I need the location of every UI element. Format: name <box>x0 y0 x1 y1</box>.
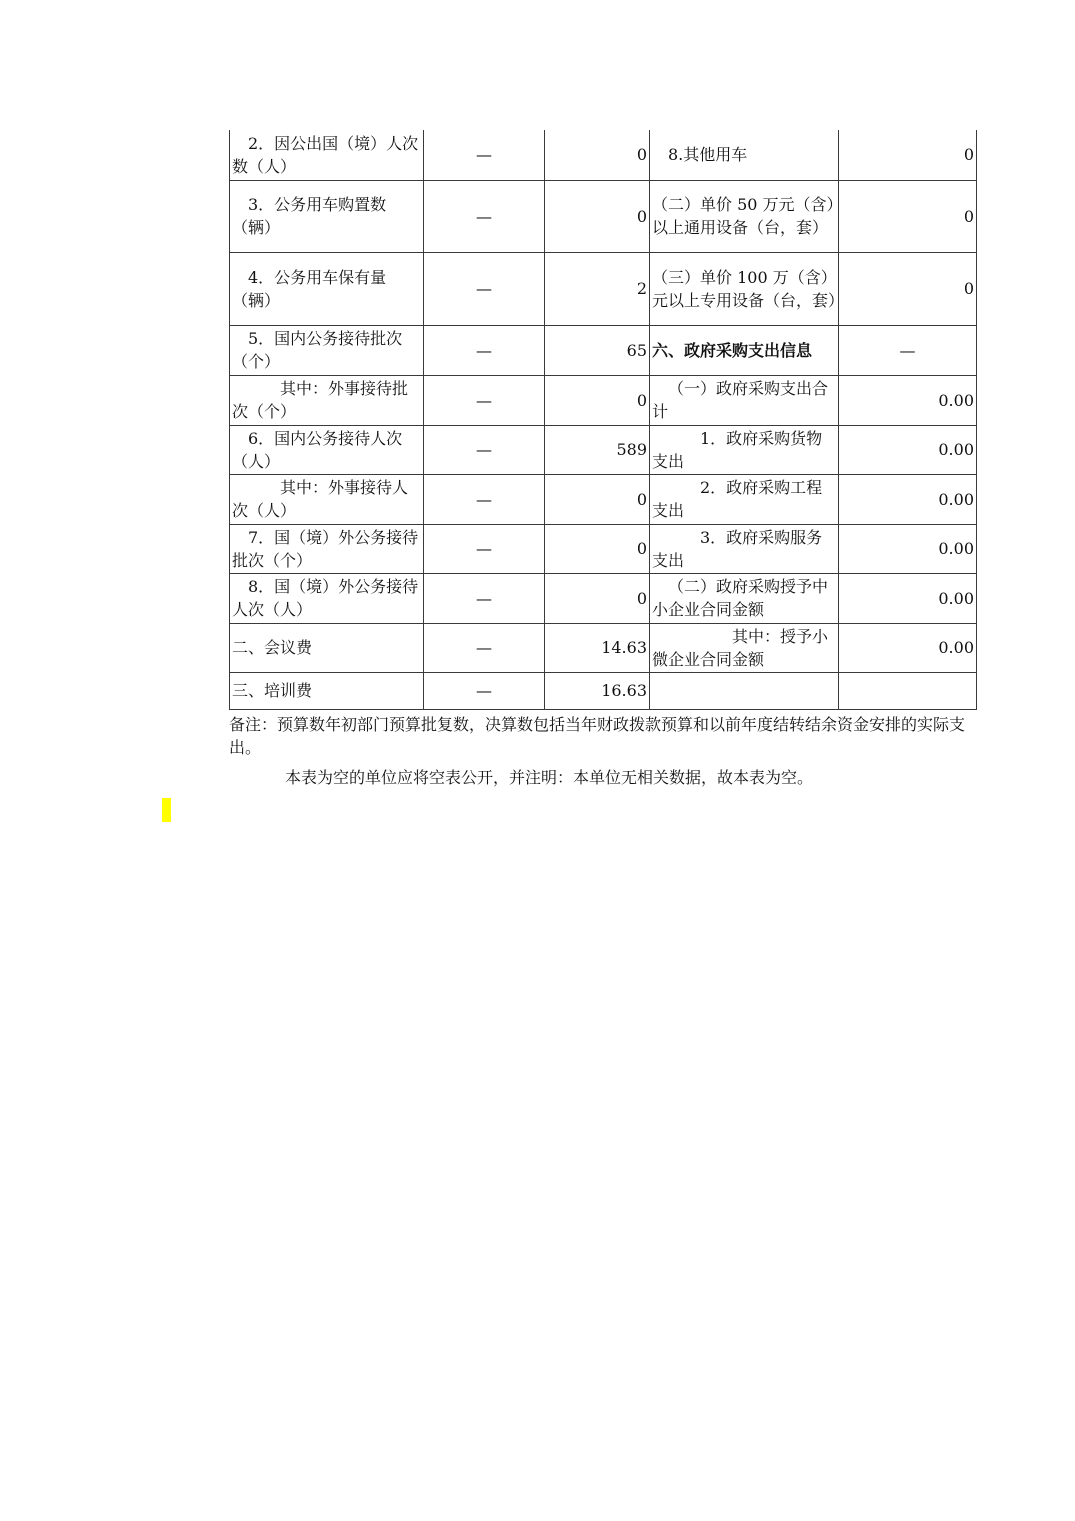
table-row <box>230 623 977 672</box>
right-value-cell: 0.00 <box>839 623 977 672</box>
left-budget-cell: — <box>424 425 545 474</box>
left-final-cell: 0 <box>545 375 650 425</box>
right-value-cell: 0.00 <box>839 524 977 573</box>
table-row <box>230 672 977 709</box>
left-label-cell: 8．国（境）外公务接待人次（人） <box>230 573 424 623</box>
right-value-cell: — <box>839 325 977 375</box>
right-value-cell: 0 <box>839 252 977 325</box>
left-label-cell: 6．国内公务接待人次（人） <box>230 425 424 474</box>
table-row <box>230 524 977 573</box>
table-row <box>230 474 977 524</box>
right-label-cell: 3．政府采购服务支出 <box>650 524 839 573</box>
left-budget-cell: — <box>424 375 545 425</box>
left-label-cell: 3．公务用车购置数（辆） <box>230 180 424 252</box>
right-label-cell: （三）单价 100 万（含）元以上专用设备（台，套） <box>650 252 839 325</box>
left-budget-cell: — <box>424 130 545 180</box>
left-label-cell: 二、会议费 <box>230 623 424 672</box>
right-label-cell: （二）单价 50 万元（含）以上通用设备（台，套） <box>650 180 839 252</box>
left-budget-cell: — <box>424 623 545 672</box>
left-label-cell: 其中：外事接待人次（人） <box>230 474 424 524</box>
left-budget-cell: — <box>424 573 545 623</box>
empty-table-statement: 本表为空的单位应将空表公开，并注明：本单位无相关数据，故本表为空。 <box>285 768 814 787</box>
table-row <box>230 252 977 325</box>
left-label-cell: 5．国内公务接待批次（个） <box>230 325 424 375</box>
right-value-cell: 0 <box>839 180 977 252</box>
left-final-cell: 0 <box>545 180 650 252</box>
left-budget-cell: — <box>424 672 545 709</box>
right-value-cell: 0.00 <box>839 425 977 474</box>
remark-note: 备注：预算数年初部门预算批复数，决算数包括当年财政拨款预算和以前年度结转结余资金安排的实际支出。 <box>229 715 966 757</box>
left-final-cell: 0 <box>545 524 650 573</box>
table-row <box>230 130 977 180</box>
right-label-cell: （一）政府采购支出合计 <box>650 375 839 425</box>
right-label-cell: 2．政府采购工程支出 <box>650 474 839 524</box>
left-budget-cell: — <box>424 252 545 325</box>
left-budget-cell: — <box>424 524 545 573</box>
table-row <box>230 425 977 474</box>
right-label-cell: 8.其他用车 <box>650 130 839 180</box>
table-row <box>230 375 977 425</box>
section-heading-cell: 六、政府采购支出信息 <box>650 325 839 375</box>
left-label-cell: 4．公务用车保有量（辆） <box>230 252 424 325</box>
right-value-cell: 0.00 <box>839 573 977 623</box>
left-final-cell: 0 <box>545 573 650 623</box>
right-label-cell: 其中：授予小微企业合同金额 <box>650 623 839 672</box>
left-final-cell: 0 <box>545 130 650 180</box>
left-budget-cell: — <box>424 474 545 524</box>
right-label-cell <box>650 672 839 709</box>
left-final-cell: 2 <box>545 252 650 325</box>
left-final-cell: 16.63 <box>545 672 650 709</box>
left-final-cell: 14.63 <box>545 623 650 672</box>
left-label-cell: 7．国（境）外公务接待批次（个） <box>230 524 424 573</box>
left-final-cell: 65 <box>545 325 650 375</box>
table-row <box>230 573 977 623</box>
left-label-cell: 2．因公出国（境）人次数（人） <box>230 130 424 180</box>
right-value-cell: 0.00 <box>839 474 977 524</box>
table-row <box>230 180 977 252</box>
right-value-cell: 0 <box>839 130 977 180</box>
right-value-cell <box>839 672 977 709</box>
left-final-cell: 0 <box>545 474 650 524</box>
table-row <box>230 325 977 375</box>
left-label-cell: 三、培训费 <box>230 672 424 709</box>
left-label-cell: 其中：外事接待批次（个） <box>230 375 424 425</box>
right-label-cell: （二）政府采购授予中小企业合同金额 <box>650 573 839 623</box>
expense-table <box>229 130 977 710</box>
left-final-cell: 589 <box>545 425 650 474</box>
right-label-cell: 1．政府采购货物支出 <box>650 425 839 474</box>
right-value-cell: 0.00 <box>839 375 977 425</box>
left-budget-cell: — <box>424 325 545 375</box>
highlight-marker <box>162 798 171 822</box>
left-budget-cell: — <box>424 180 545 252</box>
